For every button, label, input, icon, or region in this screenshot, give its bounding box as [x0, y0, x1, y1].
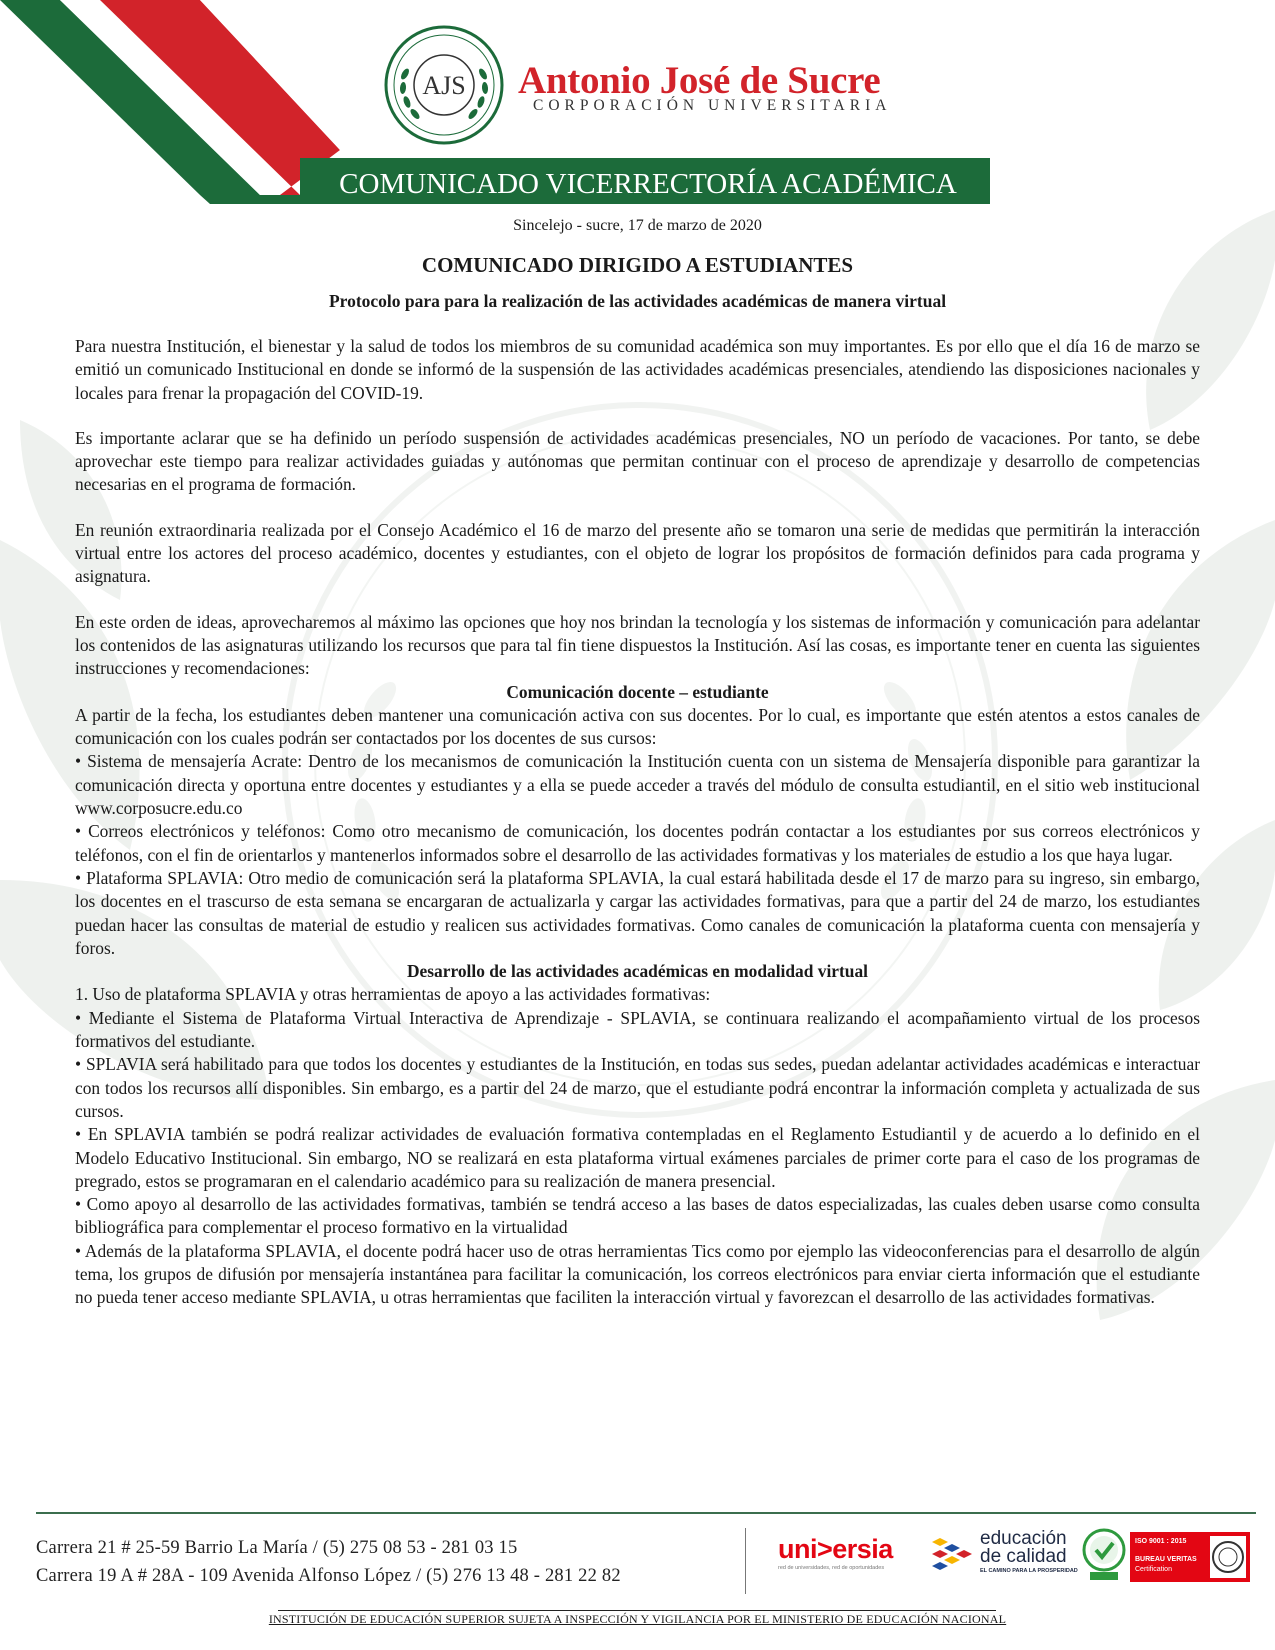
- iso-label: ISO 9001 : 2015: [1135, 1538, 1187, 1545]
- bureau-veritas-name: BUREAU VERITAS: [1135, 1556, 1197, 1563]
- section2-item: • SPLAVIA será habilitado para que todos los docentes y estudiantes de la Institución, en todas sus sedes, puedan adelantar actividades académicas e interactuar con todos los recursos allí disponibles. Sin embargo, es a partir del 24 de marzo, que el estudiante podrá encontrar la información completa y actualizada de sus cursos.: [75, 1054, 1200, 1121]
- document-body: [75, 335, 1200, 1310]
- footer-divider: [36, 1512, 1256, 1514]
- universia-logo: uni>ersia: [778, 1534, 893, 1564]
- section2-intro: 1. Uso de plataforma SPLAVIA y otras herramientas de apoyo a las actividades formativas:: [75, 984, 711, 1005]
- legal-divider: [278, 1610, 996, 1611]
- section-heading-communication: Comunicación docente – estudiante: [506, 681, 769, 702]
- section1-item: • Correos electrónicos y teléfonos: Como otro mecanismo de comunicación, los docentes podrán contactar a los estudiantes por sus correos electrónicos y teléfonos, con el fin de orientarlos y mantenerlos informados sobre el desarrollo de las actividades formativas y los materiales de estudio a los que haya lugar.: [75, 821, 1200, 865]
- institution-logo: [383, 24, 505, 146]
- banner-title: COMUNICADO VICERRECTORÍA ACADÉMICA: [339, 168, 957, 200]
- intro-paragraph-1: Para nuestra Institución, el bienestar y la salud de todos los miembros de su comunidad académica son muy importantes. Es por ello que el día 16 de marzo se emitió un comunicado Institucional en donde se informó de la suspensión de las actividades académicas presenciales, atendiendo las disposiciones nacionales y locales para frenar la propagación del COVID-19.: [75, 336, 1200, 403]
- certification-label: Certification: [1135, 1566, 1172, 1573]
- document-title: COMUNICADO DIRIGIDO A ESTUDIANTES: [421, 253, 854, 277]
- svg-text:AJS: AJS: [422, 71, 466, 100]
- bureau-veritas-seal-icon: [1210, 1536, 1246, 1578]
- education-quality-icon: [930, 1534, 978, 1574]
- education-quality-logo: [980, 1530, 1067, 1566]
- section2-item: • En SPLAVIA también se podrá realizar actividades de evaluación formativa contempladas en el Reglamento Estudiantil y de acuerdo a lo definido en el Modelo Educativo Institucional. Sin embargo, NO se realizará en esta plataforma virtual exámenes parciales de primer corte para el caso de los programas de pregrado, estos se programaran en el calendario académico para su realización de manera presencial.: [75, 1124, 1200, 1191]
- universia-tagline: red de universidades, red de oportunidades: [778, 1565, 885, 1571]
- legal-notice: INSTITUCIÓN DE EDUCACIÓN SUPERIOR SUJETA A INSPECCIÓN Y VIGILANCIA POR EL MINISTERIO DE EDUCACIÓN NACIONAL: [268, 1612, 1007, 1626]
- section1-intro: A partir de la fecha, los estudiantes deben mantener una comunicación activa con sus docentes. Por lo cual, es importante que estén atentos a estos canales de comunicación con los cuales podrán ser contactados por los docentes de sus cursos:: [75, 704, 1200, 749]
- section1-item: • Sistema de mensajería Acrate: Dentro de los mecanismos de comunicación la Institución cuenta con un sistema de Mensajería disponible para garantizar la comunicación directa y oportuna entre docentes y estudiantes y a ella se puede acceder a través del módulo de consulta estudiantil, en el sitio web institucional www.corposucre.edu.co: [75, 751, 1200, 819]
- section2-item: • Además de la plataforma SPLAVIA, el docente podrá hacer uso de otras herramientas Tics como por ejemplo las videoconferencias para el desarrollo de algún tema, los grupos de difusión por mensajería instantánea para facilitar la comunicación, los correos electrónicos para enviar cierta información que el estudiante no pueda tener acceso mediante SPLAVIA, u otras herramientas que faciliten la interacción virtual y favorezcan el desarrollo de las actividades formativas.: [75, 1240, 1200, 1308]
- brand-name: Antonio José de Sucre: [518, 59, 881, 102]
- section2-item: • Como apoyo al desarrollo de las actividades formativas, también se tendrá acceso a las bases de datos especializadas, las cuales deben usarse como consulta bibliográfica para complementar el proceso formativo en la virtualidad: [75, 1194, 1200, 1238]
- section1-item: • Plataforma SPLAVIA: Otro medio de comunicación será la plataforma SPLAVIA, la cual estará habilitada desde el 17 de marzo para su ingreso, sin embargo, los docentes en el trascurso de esta semana se encargaran de actualizarla y cargar las actividades formativas, para que a partir del 24 de marzo, los estudiantes puedan hacer las consultas de material de estudio y realicen sus actividades formativas. Como canales de comunicación la plataforma cuenta con mensajería y foros.: [75, 867, 1200, 958]
- bureau-veritas-logo: [1130, 1532, 1250, 1582]
- footer-address-2: Carrera 19 A # 28A - 109 Avenida Alfonso López / (5) 276 13 48 - 281 22 82: [36, 1566, 621, 1586]
- education-quality-line1: educación: [980, 1528, 1067, 1549]
- brand-subtitle: CORPORACIÓN UNIVERSITARIA: [533, 97, 892, 114]
- intro-paragraph-4: En este orden de ideas, aprovecharemos al máximo las opciones que hoy nos brindan la tecnología y los sistemas de información y comunicación para adelantar los contenidos de las asignaturas utilizando los recursos que para tal fin tiene dispuestos la Institución. Así las cosas, es importante tener en cuenta las siguientes instrucciones y recomendaciones:: [75, 611, 1200, 679]
- education-quality-tagline: EL CAMINO PARA LA PROSPERIDAD: [980, 1568, 1078, 1574]
- section-heading-virtual-activities: Desarrollo de las actividades académicas en modalidad virtual: [406, 961, 868, 982]
- section2-item: • Mediante el Sistema de Plataforma Virtual Interactiva de Aprendizaje - SPLAVIA, se continuara realizando el acompañamiento virtual de los procesos formativos del estudiante.: [75, 1007, 1200, 1052]
- document-subtitle: Protocolo para para la realización de las actividades académicas de manera virtual: [328, 291, 947, 311]
- intro-paragraph-2: Es importante aclarar que se ha definido un período suspensión de actividades académicas presenciales, NO un período de vacaciones. Por tanto, se debe aprovechar este tiempo para realizar actividades guiadas y autónomas que permitan continuar con el proceso de aprendizaje y desarrollo de competencias necesarias en el programa de formación.: [75, 427, 1200, 495]
- education-quality-line2: de calidad: [980, 1546, 1067, 1567]
- intro-paragraph-3: En reunión extraordinaria realizada por el Consejo Académico el 16 de marzo del presente año se tomaron una serie de medidas que permitirán la interacción virtual entre los actores del proceso académico, docentes y estudiantes, con el objeto de lograr los propósitos de formación definidos para cada programa y asignatura.: [75, 519, 1200, 587]
- footer-vertical-divider: [745, 1528, 746, 1594]
- footer-address-1: Carrera 21 # 25-59 Barrio La María / (5) 275 08 53 - 281 03 15: [36, 1538, 518, 1558]
- document-date: Sincelejo - sucre, 17 de marzo de 2020: [513, 217, 762, 234]
- certification-badge-icon: [1082, 1528, 1126, 1584]
